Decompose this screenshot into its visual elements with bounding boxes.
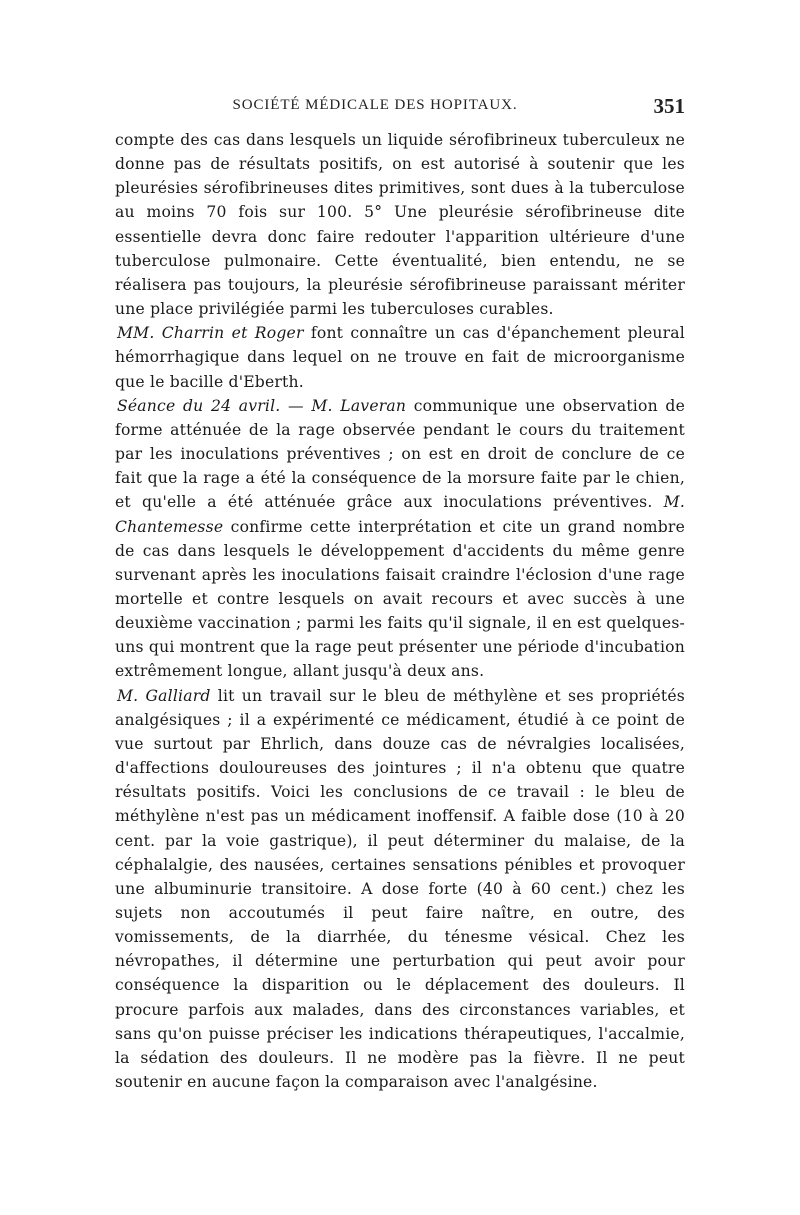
session-heading: Séance du 24 avril. — M. Laveran: [117, 396, 407, 415]
author-name: M. Chantemesse: [115, 493, 685, 536]
paragraph: [115, 128, 685, 321]
running-head: [115, 94, 685, 123]
paragraph-text: compte des cas dans lesquels un liquide sérofibrineux tuberculeux ne donne pas de résultats positifs, on est autorisé à soutenir que les pleurésies sérofibrineuses dites primitives, sont dues à la tuberculose au moins 70 fois sur 100. 5° Une pleurésie sérofibrineuse dite essentielle devra donc faire redouter l'apparition ultérieure d'une tuberculose pulmonaire. Cette éventualité, bien entendu, ne se réalisera pas toujours, la pleurésie sérofibrineuse paraissant mériter une place privilégiée parmi les tuberculoses curables.: [115, 131, 685, 319]
paragraph: [115, 684, 685, 1095]
page-number: 351: [653, 94, 685, 118]
paragraph-text: communique une observation de forme atténuée de la rage observée pendant le cours du traitement par les inoculations préventives ; on est en droit de conclure de ce fait que la rage a été la conséquence de la morsure faite par le chien, et qu'elle a été atténuée grâce aux inoculations préventives.: [115, 396, 685, 512]
author-names: MM. Charrin et Roger: [117, 324, 304, 343]
body-text: [115, 128, 685, 1094]
author-name: M. Galliard: [117, 686, 211, 705]
paragraph-text: font connaître un cas d'épanchement pleural hémorrhagique dans lequel on ne trouve en fait de microorganisme que le bacille d'Eberth.: [115, 324, 685, 391]
paragraph: [115, 321, 685, 393]
paragraph: [115, 394, 685, 684]
paragraph-text: confirme cette interprétation et cite un grand nombre de cas dans lesquels le développement d'accidents du même genre survenant après les inoculations faisait craindre l'éclosion d'une rage mortelle et contre lesquels on avait recours et avec succès à une deuxième vaccination ; parmi les faits qu'il signale, il en est quelques-uns qui montrent que la rage peut présenter une période d'incubation extrêmement longue, allant jusqu'à deux ans.: [115, 517, 685, 681]
paragraph-text: lit un travail sur le bleu de méthylène et ses propriétés analgésiques ; il a expérimenté ce médicament, étudié à ce point de vue surtout par Ehrlich, dans douze cas de névralgies localisées, d'affections douloureuses des jointures ; il n'a obtenu que quatre résultats positifs. Voici les conclusions de ce travail : le bleu de méthylène n'est pas un médicament inoffensif. A faible dose (10 à 20 cent. par la voie gastrique), il peut déterminer du malaise, de la céphalalgie, des nausées, certaines sensations pénibles et provoquer une albuminurie transitoire. A dose forte (40 à 60 cent.) chez les sujets non accoutumés il peut faire naître, en outre, des vomissements, de la diarrhée, du ténesme vésical. Chez les névropathes, il détermine une perturbation qui peut avoir pour conséquence la disparition ou le déplacement des douleurs. Il procure parfois aux malades, dans des circonstances variables, et sans qu'on puisse préciser les indications thérapeutiques, l'accalmie, la sédation des douleurs. Il ne modère pas la fièvre. Il ne peut soutenir en aucune façon la comparaison avec l'analgésine.: [115, 686, 686, 1092]
running-title: SOCIÉTÉ MÉDICALE DES HOPITAUX.: [232, 97, 518, 113]
